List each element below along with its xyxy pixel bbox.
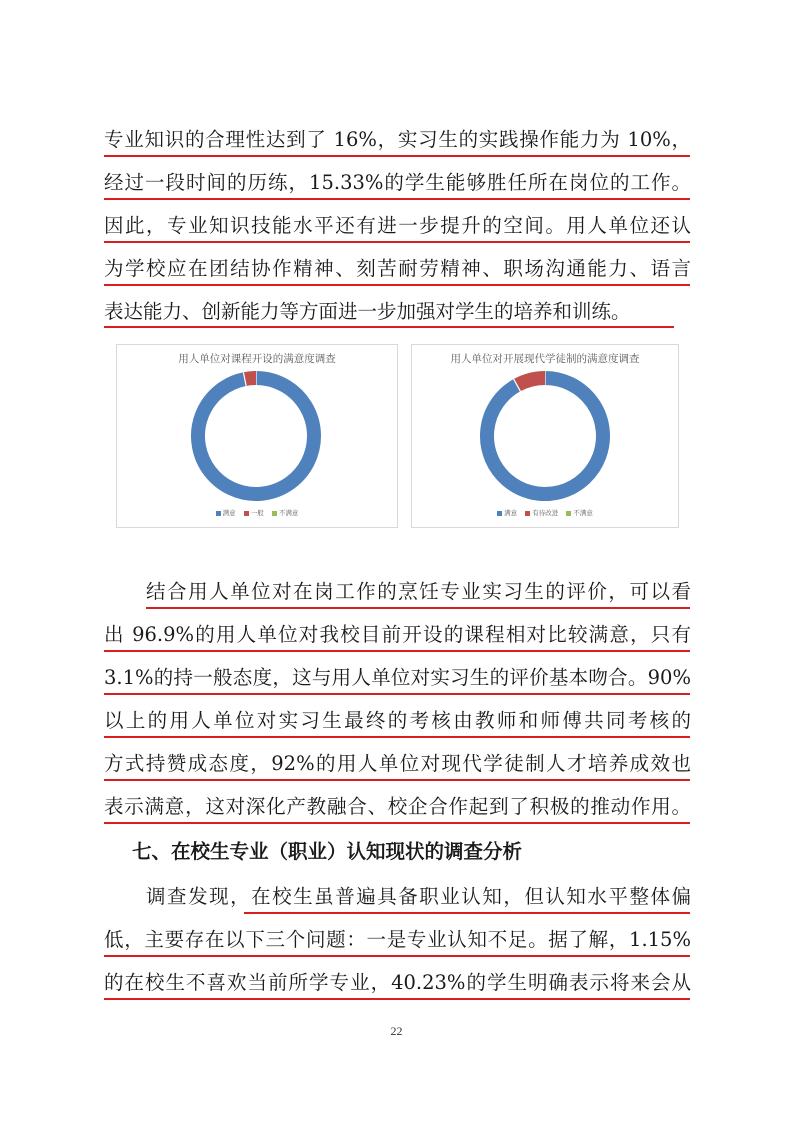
underline <box>104 998 690 1000</box>
page-number: 22 <box>390 1024 403 1038</box>
donut-chart-2 <box>487 371 603 494</box>
underline <box>104 284 690 286</box>
legend-swatch <box>566 511 571 516</box>
paragraph-1-line-3: 因此，专业知识技能水平还有进一步提升的空间。用人单位还认 <box>104 214 691 237</box>
legend-item-unsatisfied <box>566 508 593 517</box>
underline <box>244 912 690 914</box>
chart-course-satisfaction <box>116 344 398 528</box>
legend-label: 满意 <box>222 509 236 517</box>
legend-swatch <box>272 511 277 516</box>
underline <box>104 822 690 824</box>
legend-swatch <box>525 511 530 516</box>
chart-title: 用人单位对课程开设的满意度调查 <box>178 353 336 365</box>
chart-legend <box>412 508 678 517</box>
paragraph-1-line-4: 为学校应在团结协作精神、刻苦耐劳精神、职场沟通能力、语言 <box>104 257 691 280</box>
paragraph-2-line-6: 表示满意，这对深化产教融合、校企合作起到了积极的推动作用。 <box>104 795 691 818</box>
donut-slice-2 <box>517 378 545 385</box>
chart-title: 用人单位对开展现代学徒制的满意度调查 <box>450 353 640 365</box>
underline <box>104 779 690 781</box>
paragraph-3-line-2: 低，主要存在以下三个问题：一是专业认知不足。据了解，1.15% <box>104 928 691 951</box>
paragraph-2-line-2: 出 96.9%的用人单位对我校目前开设的课程相对比较满意，只有 <box>104 623 691 646</box>
legend-item-satisfied <box>216 508 236 517</box>
legend-item-needs-improvement <box>525 508 558 517</box>
paragraph-2-line-3: 3.1%的持一般态度，这与用人单位对实习生的评价基本吻合。90% <box>104 666 691 689</box>
chart-apprenticeship-satisfaction <box>411 344 679 528</box>
underline <box>104 326 674 328</box>
paragraph-3-line-3: 的在校生不喜欢当前所学专业，40.23%的学生明确表示将来会从 <box>104 971 691 994</box>
underline <box>104 693 690 695</box>
donut-chart-svg <box>412 345 678 527</box>
legend-item-satisfied <box>497 508 517 517</box>
section-heading: 七、在校生专业（职业）认知现状的调查分析 <box>132 840 523 863</box>
paragraph-3-line-1: 调查发现，在校生虽普遍具备职业认知，但认知水平整体偏 <box>104 885 691 908</box>
chart-legend <box>117 508 397 517</box>
paragraph-2-line-1: 结合用人单位对在岗工作的烹饪专业实习生的评价，可以看 <box>104 580 691 603</box>
paragraph-1-line-1: 专业知识的合理性达到了 16%，实习生的实践操作能力为 10%， <box>104 128 691 151</box>
legend-label: 不满意 <box>278 509 299 517</box>
paragraph-2-line-4: 以上的用人单位对实习生最终的考核由教师和师傅共同考核的 <box>104 709 691 732</box>
legend-label: 一般 <box>250 509 264 517</box>
legend-swatch <box>244 511 249 516</box>
legend-label: 有待改进 <box>532 509 559 517</box>
underline <box>146 607 690 609</box>
legend-label: 满意 <box>504 509 518 517</box>
donut-chart-1 <box>198 371 314 494</box>
underline <box>104 955 690 957</box>
underline <box>104 155 690 157</box>
underline <box>104 650 690 652</box>
donut-slice-2 <box>245 378 256 379</box>
legend-item-unsatisfied <box>272 508 299 517</box>
legend-item-average <box>244 508 264 517</box>
donut-slice-1 <box>198 378 314 494</box>
paragraph-1-line-2: 经过一段时间的历练，15.33%的学生能够胜任所在岗位的工作。 <box>104 171 691 194</box>
legend-label: 不满意 <box>573 509 593 517</box>
paragraph-1-line-5: 表达能力、创新能力等方面进一步加强对学生的培养和训练。 <box>104 300 631 323</box>
paragraph-2-line-5: 方式持赞成态度，92%的用人单位对现代学徒制人才培养成效也 <box>104 752 691 775</box>
underline <box>104 198 690 200</box>
legend-swatch <box>497 511 502 516</box>
underline <box>104 241 690 243</box>
donut-slice-1 <box>487 378 603 494</box>
underline <box>104 736 690 738</box>
legend-swatch <box>216 511 221 516</box>
donut-chart-svg <box>117 345 397 527</box>
